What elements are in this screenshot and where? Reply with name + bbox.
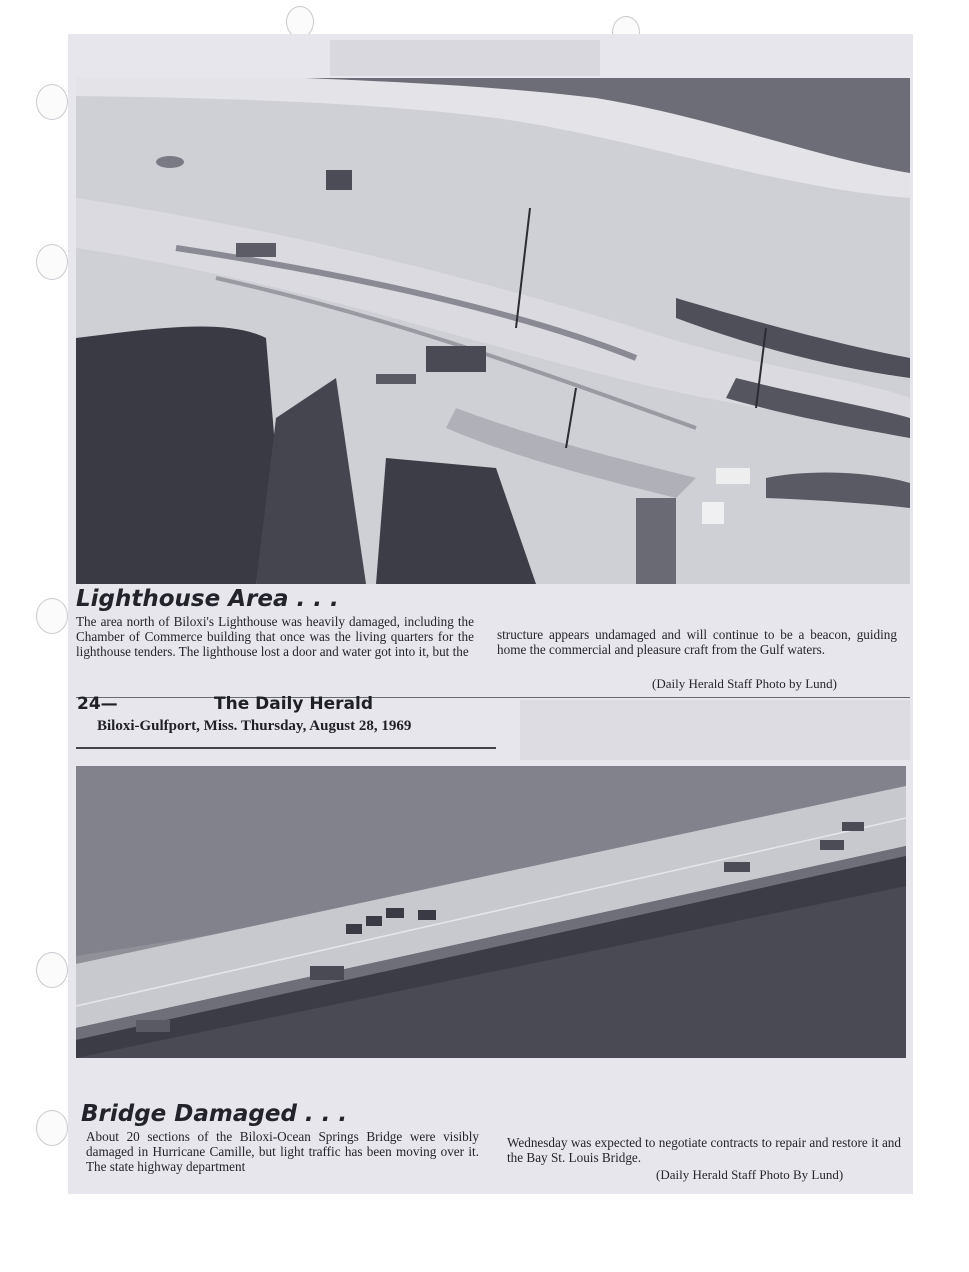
tape-strip [330, 40, 600, 76]
bridge-headline: Bridge Damaged . . . [81, 1101, 348, 1127]
lighthouse-headline: Lighthouse Area . . . [76, 586, 339, 612]
bleed-through-patch [520, 700, 910, 760]
binder-hole [36, 598, 68, 634]
lighthouse-photo-credit: (Daily Herald Staff Photo by Lund) [652, 676, 837, 691]
bridge-caption-col1: About 20 sections of the Biloxi-Ocean Springs Bridge were visibly damaged in Hurricane Camille, but light traffic has been moving over it. The state highway department [86, 1129, 479, 1174]
binder-hole [36, 84, 68, 120]
page-number: 24— [77, 694, 118, 714]
bridge-photo [76, 766, 906, 1058]
newspaper-name: The Daily Herald [214, 694, 373, 714]
lighthouse-caption-col2: structure appears undamaged and will continue to be a beacon, guiding home the commercial and pleasure craft from the Gulf waters. [497, 627, 897, 657]
lighthouse-caption-col1: The area north of Biloxi's Lighthouse was heavily damaged, including the Chamber of Commerce building that once was the living quarters for the lighthouse tenders. The lighthouse lost a door and water got into it, but the [76, 614, 474, 659]
masthead-rule [76, 747, 496, 749]
bridge-photo-credit: (Daily Herald Staff Photo By Lund) [656, 1167, 844, 1182]
lighthouse-area-photo [76, 78, 910, 584]
dateline: Biloxi-Gulfport, Miss. Thursday, August 28, 1969 [97, 718, 412, 734]
bridge-caption-col2: Wednesday was expected to negotiate contracts to repair and restore it and the Bay St. Louis Bridge. [507, 1135, 901, 1165]
binder-hole [36, 952, 68, 988]
caption-divider [76, 697, 910, 698]
binder-hole [36, 1110, 68, 1146]
binder-hole [36, 244, 68, 280]
